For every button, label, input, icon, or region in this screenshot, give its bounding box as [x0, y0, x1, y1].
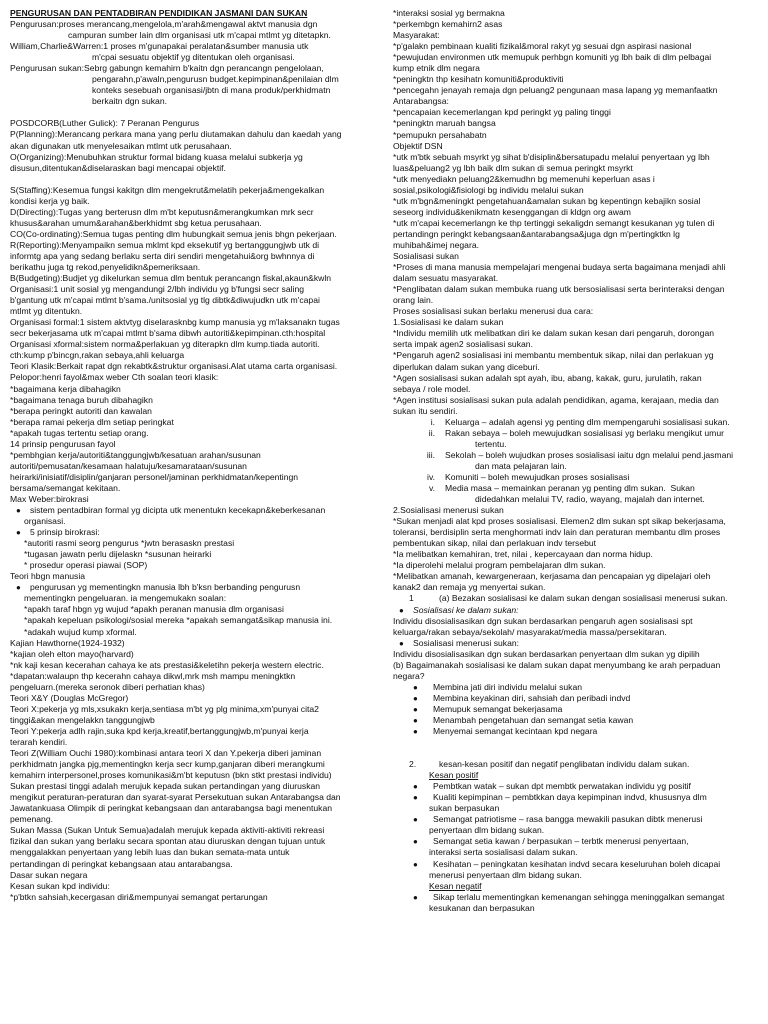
list-item	[393, 792, 755, 803]
text-line: *pemupukn persahabatn	[393, 129, 487, 140]
list-item	[393, 483, 755, 494]
list-item	[393, 693, 755, 704]
text-line: Pelopor:henri fayol&max weber Cth soalan teori klasik:	[10, 372, 219, 383]
text-line: berkaitn dgn sukan.	[92, 96, 168, 107]
list-item-text: Semangat patriotisme – rasa bangga mewakili pasukan dibtk menerusi	[433, 814, 703, 825]
text-line: 14 prinsip pengurusan fayol	[10, 438, 116, 449]
text-line: Teori Z(William Ouchi 1980):kombinasi antara teori X dan Y.pekerja diberi jaminan	[10, 748, 322, 759]
bullet-icon: ●	[413, 716, 418, 725]
list-item-text: 5 prinsip birokrasi:	[30, 527, 100, 538]
list-item	[393, 704, 755, 715]
text-line: *berapa peringkt autoriti dan kawalan	[10, 405, 152, 416]
list-item	[393, 593, 755, 604]
text-line: Kajian Hawthorne(1924-1932)	[10, 637, 125, 648]
text-line: *Ia melibatkan kemahiran, tret, nilai , kepercayaan dan norma hidup.	[393, 549, 653, 560]
text-line: *dapatan:walaupn thp kecerahn cahaya dikwl,mrk msh mampu meningktkn	[10, 670, 296, 681]
list-roman-numeral: i.	[430, 416, 435, 427]
text-line: (b) Bagaimanakah sosialisasi ke dalam sukan dapat menyumbang ke arah perpaduan	[393, 659, 721, 670]
text-line: D(Directing):Tugas yang berterusn dlm m'bt keputusn&merangkumkan mrk secr	[10, 206, 314, 217]
bullet-icon: ●	[413, 793, 418, 803]
list-item	[393, 726, 755, 737]
bullet-icon: ●	[413, 815, 418, 825]
text-line: *utk m'bgn&meningkt pengetahuan&amalan sukan bg kepentingn kebajikn sosial	[393, 195, 701, 206]
list-item	[10, 582, 380, 593]
text-line: *utk menyediakn peluang2&kemudhn bg memenuhi keperluan asas i	[393, 173, 655, 184]
text-line: terarah kendiri.	[10, 737, 68, 747]
list-item	[393, 605, 755, 616]
list-item-text: Semangat setia kawan / berpasukan – terbtk menerusi penyertaan,	[433, 836, 689, 847]
right-column	[393, 8, 755, 1024]
list-item-text: Sosialisasi ke dalam sukan:	[413, 604, 519, 615]
text-line: luas&peluang2 yg lbh baik dlm sukan di semua peringkt msyrkt	[393, 162, 633, 173]
text-line: informtg apa yang sedang berlaku serta diri sendiri mengetahui&org bwhnnya di	[10, 250, 315, 261]
text-line: P(Planning):Merancang perkara mana yang perlu diutamakan dahulu dan kaedah yang	[10, 129, 342, 140]
text-line: pengarahn,p'awaln,pengurusn budget.kepimpinan&penilaian dlm	[92, 74, 339, 85]
bullet-icon: ●	[16, 528, 21, 538]
list-item-text: Menambah pengetahuan dan semangat setia kawan	[433, 715, 634, 725]
text-line: *apakh taraf hbgn yg wujud *apakh peranan manusia dlm organisasi	[24, 604, 284, 615]
text-line: CO(Co-ordinating):Semua tugas penting dlm hubungkait semua jenis bhgn pekerjaan.	[10, 228, 337, 239]
text-line: Masyarakat:	[393, 30, 440, 41]
text-line: pembentukan sikap, nilai dan perlakuan indv tersebut	[393, 538, 597, 549]
text-line: Sukan Massa (Sukan Untuk Semua)adalah merujuk kepada aktiviti-aktiviti rekreasi	[10, 825, 325, 836]
text-line: Individu disosialisasikan dgn sukan berdasarkan pengaruh agen sosialisasi spt	[393, 615, 693, 626]
text-line: *Proses di mana manusia mempelajari mengenai budaya serta bagaimana menjadi ahli	[393, 262, 726, 273]
text-line: dan mata pelajaran lain.	[475, 460, 567, 471]
text-line: Organisasi xformal:sistem norma&perlakuan yg diterapkn dlm kump.tiada autoriti.	[10, 339, 320, 350]
text-line: berikathu juga tg rekod,penyelidikn&pemeriksaan.	[10, 261, 201, 272]
text-line: *p'galakn pembinaan kualiti fizikal&moral rakyt yg sesuai dgn aspirasi nasional	[393, 41, 692, 52]
list-roman-numeral: iv.	[427, 471, 435, 482]
text-line: negara?	[393, 670, 425, 681]
list-item	[393, 450, 755, 461]
text-line: konteks sesebuah organisasi/jbtn di mana produk/perkhidmatn	[92, 85, 331, 96]
text-line: *Agen sosialisasi sukan adalah spt ayah, ibu, abang, kakak, guru, jurulatih, rakan	[393, 372, 702, 383]
list-item-text: Kualiti kepimpinan – pembtkkan daya kepimpinan indvd, khususnya dlm	[433, 792, 707, 803]
text-line: heirarki/inisiatif/disiplin/ganjaran personel/jaminan perkhidmatan/kepentingn	[10, 471, 299, 482]
text-line: m'cpai sesuatu objektif yg ditentukan oleh organisasi.	[92, 52, 295, 63]
list-item-text: Sekolah – boleh wujudkan proses sosialisasi iaitu dgn melalui pend.jasmani	[445, 449, 734, 460]
text-line: *bagaimana tenaga buruh dibahagikn	[10, 394, 153, 405]
text-line: mementingkn pengeluaran. ia mengemukakn soalan:	[24, 593, 227, 604]
text-line: Individu disosialisasikan dgn sukan berdasarkan penyertaan dlm sukan yg dipilih	[393, 648, 700, 659]
text-line: *pencegahn jenayah remaja dgn peluang2 pengunaan masa lapang yg memanfaatkn	[393, 85, 718, 96]
list-item-text: Media masa – memainkan peranan yg penting dlm sukan. Sukan	[445, 483, 695, 494]
list-item	[393, 892, 755, 903]
text-line: *interaksi sosial yg bermakna	[393, 8, 505, 18]
text-line: Objektif DSN	[393, 140, 443, 151]
text-line: Teori X:pekerja yg mls,xsukakn kerja,sentiasa m'bt yg plg minima,xm'punyai cita2	[10, 703, 319, 714]
text-line: *pembhgian kerja/autoriti&tanggungjwb/kesatuan arahan/susunan	[10, 449, 261, 460]
list-item-text: Rakan sebaya – boleh mewujudkan sosialisasi yg berlaku mengikut umur	[445, 427, 724, 438]
list-roman-numeral: iii.	[426, 449, 435, 460]
list-item-text: kesan-kesan positif dan negatif penglibatan individu dalam sukan.	[439, 759, 690, 770]
text-line: Teori hbgn manusia	[10, 571, 86, 582]
text-line: *Penglibatan dalam sukan membuka ruang utk bersosialisasi serta berinteraksi dengan	[393, 284, 725, 295]
list-roman-numeral: v.	[428, 483, 435, 494]
text-line: tinggi&akan mengelakkn tanggungjwb	[10, 714, 155, 725]
text-line: pemenang.	[10, 814, 54, 825]
text-line: menerusi penyertaan dlm bidang sukan.	[429, 869, 582, 880]
list-item	[10, 527, 380, 538]
text-line: *Agen institusi sosialisasi sukan pula adalah pendidikan, agama, kerajaan, media dan	[393, 394, 719, 405]
text-line: sukan itu sendiri.	[393, 405, 458, 416]
text-line: cth:kump p'bincgn,rakan sebaya,ahli keluarga	[10, 350, 185, 361]
list-item-text: Kesihatan – peningkatan kesihatan indvd secara keseluruhan boleh dicapai	[433, 858, 721, 869]
text-line: disusun,ditentukan&diselaraskan bagi mencapai objektif.	[10, 162, 226, 173]
text-line: *pewujudan environmen utk memupuk perhbgn komuniti yg lbh baik di dlm pelbagai	[393, 52, 712, 63]
text-line: orang lain.	[393, 295, 434, 306]
text-line: 1.Sosialisasi ke dalam sukan	[393, 317, 504, 328]
list-item	[393, 859, 755, 870]
bullet-icon: ●	[16, 506, 21, 516]
list-item-text: Menyemai semangat kecintaan kpd negara	[433, 726, 598, 737]
list-item-text: Pembtkan watak – sukan dpt membtk perwatakan individu yg positif	[433, 781, 691, 792]
text-line: sebaya / role model.	[393, 383, 471, 394]
bullet-icon: ●	[399, 638, 404, 648]
text-line: Kesan positif	[429, 770, 479, 781]
list-item-text: Sikap terlalu mementingkan kemenangan sehingga meninggalkan semangat	[433, 891, 725, 902]
text-line: muhibah&imej negara.	[393, 239, 479, 250]
text-line: sosial,psikologi&fisiologi bg individu melalui sukan	[393, 184, 584, 195]
text-line: Teori Klasik:Berkait rapat dgn rekabtk&struktur organisasi.Alat utama carta organisasi.	[10, 361, 338, 372]
text-line: Pengurusan:proses merancang,mengelola,m'arah&mengawal aktvt manusia dgn	[10, 19, 318, 30]
text-line: pengeluarn.(mereka seronok diberi perhatian khas)	[10, 681, 205, 692]
text-line: Sosialisasi sukan	[393, 251, 459, 262]
list-item-text: (a) Bezakan sosialisasi ke dalam sukan dengan sosialisasi menerusi sukan.	[439, 593, 728, 604]
text-line: *apakah tugas tertentu setiap orang.	[10, 427, 149, 438]
text-line: perkhidmatn jangka pjg,mementingkn kerja secr kump,ganjaran diberi merangkumi	[10, 759, 325, 770]
text-line: autoriti/pemusatan/kesamaan halatuju/kesamarataan/susunan	[10, 460, 247, 471]
text-line: toleransi, berdisiplin serta menghormati indv lain dan peraturan membantu dlm proses	[393, 527, 721, 538]
list-item	[393, 814, 755, 825]
list-item-text: Memupuk semangat bekerjasama	[433, 703, 563, 714]
text-line: Kesan negatif	[429, 880, 482, 891]
bullet-icon: ●	[413, 837, 418, 847]
blank-line	[10, 107, 380, 118]
text-line: Proses sosialisasi sukan berlaku menerusi dua cara:	[393, 306, 594, 317]
text-line: *adakah wujud kump xformal.	[24, 626, 137, 637]
text-line: Antarabangsa:	[393, 96, 449, 107]
list-number: 1	[409, 593, 414, 604]
text-line: O(Organizing):Menubuhkan struktur formal bidang kuasa melalui subkerja yg	[10, 151, 303, 162]
list-item	[393, 428, 755, 439]
text-line: dalam sesuatu masyarakat.	[393, 273, 499, 284]
text-line: 2.Sosialisasi menerusi sukan	[393, 505, 504, 516]
text-line: *p'btkn sahsiah,kecergasan diri&mempunyai semangat pertarungan	[10, 891, 268, 902]
text-line: * prosedur operasi piawai (SOP)	[24, 560, 148, 571]
list-item	[393, 715, 755, 726]
list-item-text: sistem pentadbiran formal yg dicipta utk menentukn kecekapn&keberkesanan	[30, 505, 326, 516]
text-line: Teori X&Y (Douglas McGregor)	[10, 692, 129, 703]
text-line: kump etnik dlm negara	[393, 63, 480, 74]
text-line: secr bekerjasama utk m'capai mtlmt b'sama dibwh autoriti&kepimpinan.cth:hospital	[10, 328, 326, 339]
text-line: organisasi.	[24, 516, 66, 527]
text-line: *nk kaji kesan kecerahan cahaya ke ats prestasi&keletihn pekerja western electric.	[10, 659, 324, 670]
bullet-icon: ●	[413, 727, 418, 737]
text-line: b'gantung utk m'capai mtlmt b'sama./unitsosial yg tlg dibtk&diwujudkn utk m'capai	[10, 295, 320, 306]
text-line: *berapa ramai pekerja dlm setiap peringkat	[10, 416, 174, 427]
list-item	[393, 417, 755, 428]
text-line: *pencapaian kecemerlangan kpd peringkt yg paling tinggi	[393, 107, 611, 118]
text-line: bersama/semangat kekitaan.	[10, 482, 121, 493]
bullet-icon: ●	[413, 782, 418, 792]
list-item-text: Komuniti – boleh mewujudkan proses sosialisasi	[445, 471, 630, 482]
text-line: Sukan prestasi tinggi adalah merujuk kepada sukan pertandingan yang diuruskan	[10, 781, 321, 792]
blank-line	[393, 748, 755, 759]
bullet-icon: ●	[413, 704, 418, 714]
text-line: *autoriti rasmi seorg pengurus *jwtn berasaskn prestasi	[24, 538, 235, 549]
bullet-icon: ●	[16, 583, 21, 593]
text-line: menggalakkan penyertaan yang lebih luas dan bukan semata-mata untuk	[10, 847, 290, 858]
list-item-text: Membina keyakinan diri, sahsiah dan peribadi indvd	[433, 692, 631, 703]
list-item	[393, 682, 755, 693]
text-line: *apakah kepeluan psikologi/sosial mereka *apakah semangat&sikap manusia ini.	[24, 615, 333, 626]
list-roman-numeral: ii.	[428, 427, 435, 438]
text-line: *Ia diperolehi melalui program pembelajaran dlm sukan.	[393, 560, 606, 571]
text-line: didedahkan melalui TV, radio, wayang, majalah dan internet.	[475, 494, 705, 505]
text-line: campuran sumber lain dlm organisasi utk m'capai mtlmt yg ditetapkn.	[68, 30, 331, 41]
bullet-icon: ●	[399, 605, 404, 615]
list-item	[393, 781, 755, 792]
text-line: sukan berpasukan	[429, 803, 500, 814]
text-line: diperlukan dalam sukan yang diceburi.	[393, 361, 540, 372]
list-item	[393, 472, 755, 483]
list-number: 2.	[409, 759, 417, 770]
text-line: kanak2 dan remaja yg menyertai sukan.	[393, 582, 546, 593]
text-line: kondisi kerja yg baik.	[10, 195, 90, 206]
list-item-text: pengurusan yg mementingkn manusia lbh b'ksn berbanding pengurusn	[30, 582, 301, 593]
left-column	[10, 8, 380, 1024]
text-line: serta impak agen2 sosialisasi sukan.	[393, 339, 533, 350]
text-line: Organisasi:1 unit sosial yg mengandungi 2/lbh individu yg b'fungsi secr saling	[10, 284, 305, 295]
text-line: Max Weber:birokrasi	[10, 493, 89, 504]
list-item	[393, 638, 755, 649]
text-line: mengikut peraturan-peraturan dan syarat-syarat Persekutuan sukan Antarabangsa dan	[10, 792, 341, 803]
text-line: Teori Y:pekerja adlh rajin,suka kpd kerja,kreatif,bertanggungjwb,m'punyai kerja	[10, 725, 309, 736]
text-line: POSDCORB(Luther Gulick): 7 Peranan Pengurus	[10, 118, 200, 129]
text-line: B(Budgeting):Budjet yg dikelurkan semua dlm bentuk perancangn fiskal,akaun&kwln	[10, 273, 332, 284]
text-line: *utk m'btk sebuah msyrkt yg sihat b'disiplin&bersatupadu melalui penyertaan yg lbh	[393, 151, 710, 162]
text-line: *utk m'capai kecemerlangn ke thp tertinggi sekaligdn semangt kesukanan yg tulen di	[393, 217, 715, 228]
text-line: *Sukan menjadi alat kpd proses sosialisasi. Elemen2 dlm sukan spt sikap bekerjasama,	[393, 516, 726, 527]
text-line: Dasar sukan negara	[10, 869, 88, 880]
text-line: *peningktn maruah bangsa	[393, 118, 496, 129]
text-line: Organisasi formal:1 sistem aktvtyg diselarasknbg kump manusia yg m'laksanakn tugas	[10, 317, 340, 328]
text-line: keluarga/rakan sebaya/sekolah/ masyarakat/media massa/persekitaran.	[393, 626, 667, 637]
text-line: William,Charlie&Warren:1 proses m'gunapakai peralatan&sumber manusia utk	[10, 41, 309, 52]
text-line: penyertaan dlm bidang sukan.	[429, 825, 545, 836]
bullet-icon: ●	[413, 892, 418, 902]
blank-line	[393, 737, 755, 748]
list-item-text: Keluarga – adalah agensi yg penting dlm mempengaruhi sosialisasi sukan.	[445, 416, 730, 427]
text-line: Jawatankuasa Olimpik di peringkat kebangsaan dan antarabangsa bagi menentukan	[10, 803, 333, 814]
document-title: PENGURUSAN DAN PENTADBIRAN PENDIDIKAN JASMANI DAN SUKAN	[10, 8, 308, 18]
text-line: fizikal dan sukan yang berlaku secara spontan atau diuruskan dengan tujuan untuk	[10, 836, 326, 847]
text-line: tertentu.	[475, 438, 507, 449]
text-line: *perkembgn kemahirn2 asas	[393, 19, 503, 30]
text-line: *Pengaruh agen2 sosialisasi ini membantu membentuk sikap, nilai dan perlakuan yg	[393, 350, 714, 361]
text-line: *Individu memilih utk melibatkan diri ke dalam sukan kesan dari pengaruh, dorongan	[393, 328, 715, 339]
text-line: kesukanan dan berpasukan	[429, 902, 535, 913]
text-line: Kesan sukan kpd individu:	[10, 880, 110, 891]
text-line: *tugasan jawatn perlu dijelaskn *susunan heirarki	[24, 549, 212, 560]
text-line: seseorg individu&kenikmatn kesenggangan di kldgn org awam	[393, 206, 631, 217]
bullet-icon: ●	[413, 859, 418, 869]
text-line: pertandingn peringkt kebangsaan&antarabangsa&juga dgn m'pertingktkn lg	[393, 228, 680, 239]
text-line: pertandingan di peringkat kebangsaan atau antarabangsa.	[10, 858, 233, 869]
list-item-text: Membina jati diri individu melalui sukan	[433, 681, 583, 692]
text-line: kemahirn interpersonel,proses komunikasi&m'bt keputusn (bkn stkt prestasi individu)	[10, 770, 332, 781]
bullet-icon: ●	[413, 693, 418, 703]
bullet-icon: ●	[413, 682, 418, 692]
text-line: *bagaimana kerja dibahagikn	[10, 383, 121, 394]
text-line: khusus&arahan umum&arahan&berkhidmt sbg ketua perusahaan.	[10, 217, 262, 228]
text-line: mtlmt yg ditentukn.	[10, 306, 83, 317]
text-line: R(Reporting):Menyampaikn semua mklmt kpd eksekutif yg bertanggungjwb utk di	[10, 239, 320, 250]
list-item	[10, 505, 380, 516]
text-line: *Melibatkan amanah, kewargeneraan, kerjasama dan pencapaian yg dipelajari oleh	[393, 571, 711, 582]
text-line: interaksi serta sosialisasi dalam sukan.	[429, 847, 578, 858]
blank-line	[10, 174, 380, 185]
text-line: *peningktn thp kesihatn komuniti&produktiviti	[393, 74, 564, 85]
list-item-text: Sosialisasi menerusi sukan:	[413, 637, 520, 648]
text-line: S(Staffing):Kesemua fungsi kakitgn dlm mengekrut&melatih pekerja&mengekalkan	[10, 184, 325, 195]
text-line: *kajian oleh elton mayo(harvard)	[10, 648, 134, 659]
list-item	[393, 759, 755, 770]
text-line: Pengurusan sukan:Sebrg gabungn kemahirn b'kaitn dgn perancangn pengelolaan,	[10, 63, 324, 74]
list-item	[393, 836, 755, 847]
text-line: akan digunakan utk menyelesaikan mtlmt utk perusahaan.	[10, 140, 232, 151]
